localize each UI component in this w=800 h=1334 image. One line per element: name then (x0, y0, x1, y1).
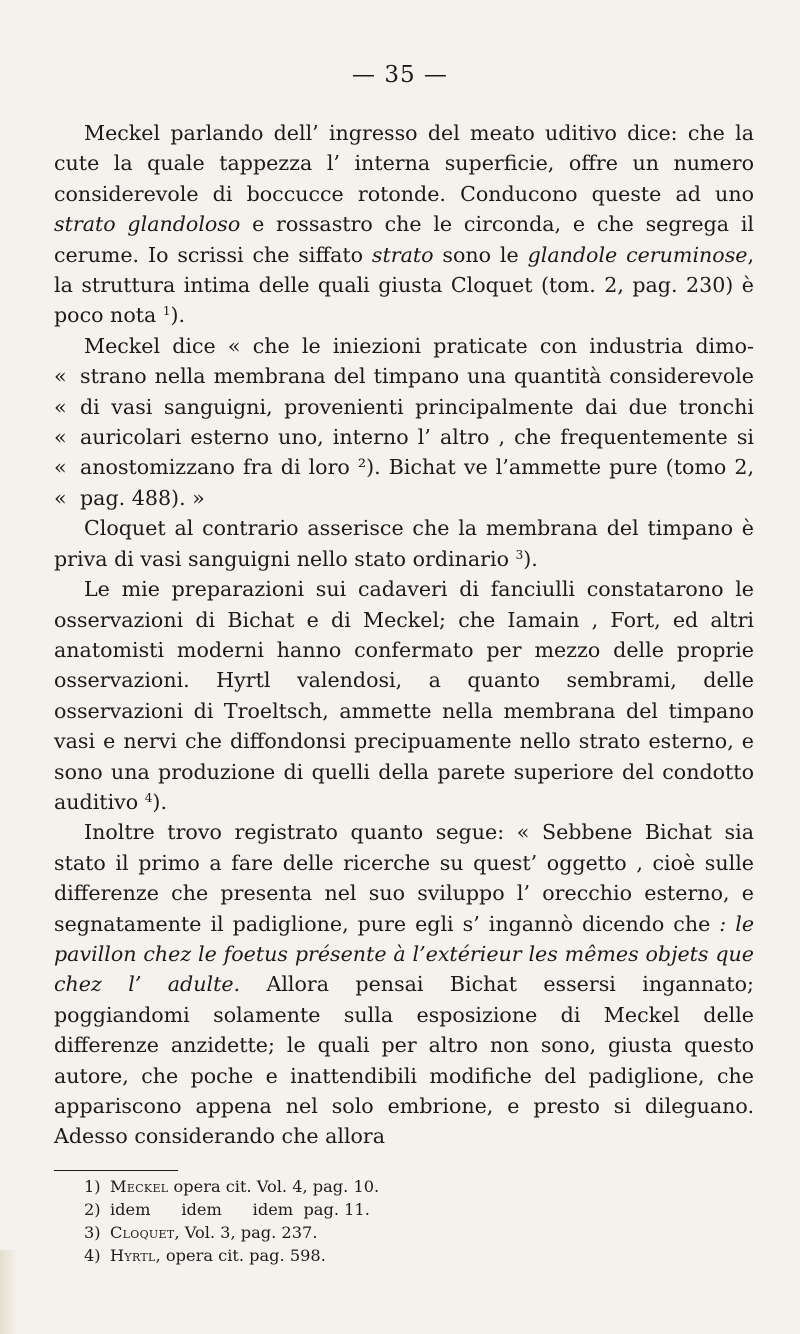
paragraph (54, 513, 754, 574)
footnote-citation: opera cit. Vol. 4, pag. 10. (168, 1177, 380, 1196)
footnote-number: 4) (84, 1246, 101, 1265)
text-run: Le mie preparazioni sui cadaveri di fanciulli constatarono le osservazioni di Bichat e di Meckel; che Iamain , Fort, ed altri anatomisti moderni hanno confermato per mezzo delle proprie osservazioni. Hyrtl valendosi, a quanto sembrami, delle osservazioni di Troeltsch, ammette nella membrana del timpano vasi e nervi che diffondonsi precipuamente nello strato esterno, e sono una produzione di quelli della parete superiore del condotto auditivo (54, 577, 754, 814)
footnote-author: Hyrtl (110, 1246, 156, 1265)
footnote-number: 2) (84, 1200, 101, 1219)
quote-line (54, 422, 754, 452)
footnote-ref: 1 (162, 304, 171, 319)
footnote-number: 1) (84, 1177, 101, 1196)
main-text (54, 118, 754, 1152)
italic-text: strato glandoloso (54, 212, 241, 237)
footnote-text (110, 1244, 326, 1267)
footnote-number: 3) (84, 1223, 101, 1242)
footnote-citation: , opera cit. pag. 598. (155, 1246, 326, 1265)
text-run: ). (523, 546, 538, 571)
quote-line (54, 331, 754, 361)
page-edge-shading (0, 1250, 18, 1334)
text-run: Cloquet al contrario asserisce che la membrana del timpano è priva di vasi sanguigni nello stato ordinario (54, 516, 754, 571)
quote-line (54, 392, 754, 422)
footnote-citation: , Vol. 3, pag. 237. (174, 1223, 318, 1242)
paragraph (54, 817, 754, 1151)
footnote-ref: 4 (144, 790, 153, 805)
footnotes (84, 1175, 764, 1267)
italic-text: strato (371, 242, 434, 267)
text-run: Allora pensai Bichat essersi ingannato; poggiandomi solamente sulla esposizione di Meckel delle differenze anzidette; le quali per altro non sono, giusta questo autore, che poche e inattendibili modifiche del padiglione, che appariscono appena nel solo embrione, e presto si dileguano. Adesso considerando che allora (54, 972, 754, 1149)
quote-mark: « (54, 364, 67, 389)
quote-line (54, 483, 754, 513)
footnote (84, 1198, 764, 1221)
quote-text: auricolari esterno uno, interno l’ altro , che frequentemente si (80, 425, 754, 450)
text-run: sono le (433, 242, 528, 267)
italic-text: : le pavillon chez le foetus présente à l’extérieur les mêmes objets que chez l’ adulte. (54, 911, 755, 997)
italic-text: glandole ceruminose (527, 242, 748, 267)
footnote-author: Cloquet (110, 1223, 175, 1242)
quote-mark: « (54, 425, 67, 450)
footnote-text (110, 1175, 379, 1198)
quote-text: Meckel dice « che le iniezioni praticate con industria dimo- (84, 333, 754, 358)
footnote-text (110, 1221, 317, 1244)
text-run: e rossastro che le circonda, e che segrega il cerume. Io scrissi che siffato (54, 212, 754, 267)
text-run: ). (152, 789, 167, 814)
quote-text: strano nella membrana del timpano una quantità considerevole (80, 364, 754, 389)
footnote (84, 1244, 764, 1267)
footnote-text (110, 1198, 370, 1221)
footnote-author: Meckel (110, 1177, 169, 1196)
footnote-citation: idem idem idem pag. 11. (110, 1200, 370, 1219)
footnote-ref: 3 (515, 547, 524, 562)
text-run: Meckel parlando dell’ ingresso del meato uditivo dice: che la cute la quale tappezza l’ interna superficie, offre un numero considerevole di boccucce rotonde. Conducono queste ad uno (54, 121, 754, 206)
footnote-divider (54, 1170, 178, 1171)
quote-line (54, 361, 754, 391)
quote-mark: « (54, 455, 67, 480)
quoted-paragraph (54, 331, 754, 513)
quote-text: anostomizzano fra di loro ²). Bichat ve l’ammette pure (tomo 2, (80, 455, 754, 480)
paragraph (54, 574, 754, 817)
paragraph (54, 118, 754, 331)
quote-mark: « (54, 394, 67, 419)
text-run: , la struttura intima delle quali giusta Cloquet (tom. 2, pag. 230) è poco nota (54, 242, 754, 328)
footnote (84, 1221, 764, 1244)
text-run: Inoltre trovo registrato quanto segue: « Sebbene Bichat sia stato il primo a fare delle ricerche su quest’ oggetto , cioè sulle differenze che presenta nel suo sviluppo l’ orecchio esterno, e segnatamente il padiglione, pure egli s’ ingannò dicendo che (54, 820, 754, 936)
footnote (84, 1175, 764, 1198)
quote-text: pag. 488). » (80, 485, 205, 510)
quote-line (54, 452, 754, 482)
text-run: ). (170, 303, 186, 328)
quote-text: di vasi sanguigni, provenienti principalmente dai due tronchi (80, 394, 754, 419)
page-number: — 35 — (352, 62, 448, 88)
quote-mark: « (54, 485, 67, 510)
